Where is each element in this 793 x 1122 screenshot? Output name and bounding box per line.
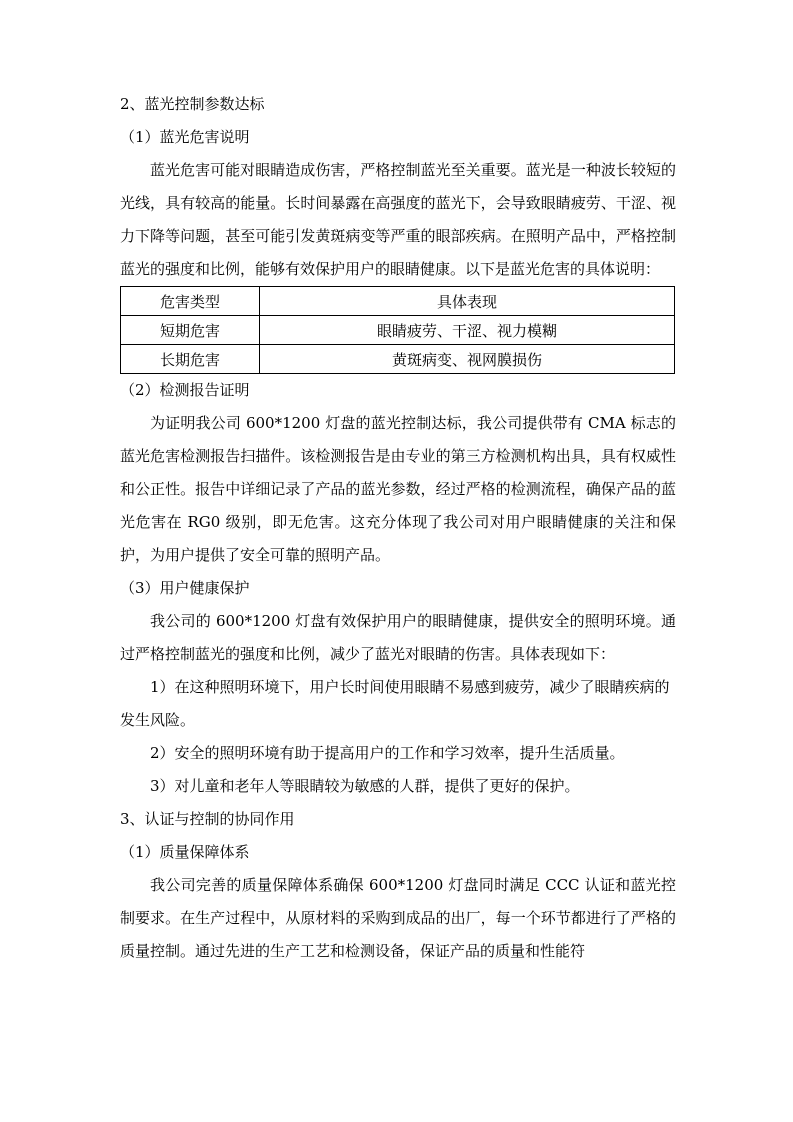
table-cell: 黄斑病变、视网膜损伤: [260, 345, 675, 374]
paragraph: 为证明我公司 600*1200 灯盘的蓝光控制达标，我公司提供带有 CMA 标志的蓝光危害检测报告扫描件。该检测报告是由专业的第三方检测机构出具，具有权威性和公正性。报告中详细记录了产品的蓝光参数，经过严格的检测流程，确保产品的蓝光危害在 RG0 级别，即无危害。这充分体现了我公司对用户眼睛健康的关注和保护，为用户提供了安全可靠的照明产品。: [120, 414, 676, 564]
section-heading: 3、认证与控制的协同作用: [120, 810, 295, 828]
table-header-row: [121, 287, 675, 316]
table-row: [121, 316, 675, 345]
list-item: 3）对儿童和老年人等眼睛较为敏感的人群，提供了更好的保护。: [150, 777, 580, 795]
subsection-title: （2）检测报告证明: [120, 381, 250, 399]
paragraph: 蓝光危害可能对眼睛造成伤害，严格控制蓝光至关重要。蓝光是一种波长较短的光线，具有较高的能量。长时间暴露在高强度的蓝光下，会导致眼睛疲劳、干涩、视力下降等问题，甚至可能引发黄斑病变等严重的眼部疾病。在照明产品中，严格控制蓝光的强度和比例，能够有效保护用户的眼睛健康。以下是蓝光危害的具体说明：: [120, 161, 676, 278]
subsection-title: （3）用户健康保护: [120, 579, 250, 597]
table-row: [121, 345, 675, 374]
list-item: 1）在这种照明环境下，用户长时间使用眼睛不易感到疲劳，减少了眼睛疾病的发生风险。: [120, 678, 670, 729]
hazard-table: [120, 286, 675, 374]
subsection-title: （1）蓝光危害说明: [120, 128, 250, 146]
paragraph: 我公司的 600*1200 灯盘有效保护用户的眼睛健康，提供安全的照明环境。通过严格控制蓝光的强度和比例，减少了蓝光对眼睛的伤害。具体表现如下：: [120, 612, 676, 663]
paragraph: 我公司完善的质量保障体系确保 600*1200 灯盘同时满足 CCC 认证和蓝光控制要求。在生产过程中，从原材料的采购到成品的出厂，每一个环节都进行了严格的质量控制。通过先进的生产工艺和检测设备，保证产品的质量和性能符: [120, 876, 676, 960]
list-item: 2）安全的照明环境有助于提高用户的工作和学习效率，提升生活质量。: [150, 744, 625, 762]
document-page: [120, 88, 676, 968]
table-header-cell: 具体表现: [260, 287, 675, 316]
table-cell: 眼睛疲劳、干涩、视力模糊: [260, 316, 675, 345]
table-cell: 长期危害: [121, 345, 260, 374]
subsection-title: （1）质量保障体系: [120, 843, 250, 861]
table-cell: 短期危害: [121, 316, 260, 345]
section-heading: 2、蓝光控制参数达标: [120, 95, 265, 113]
table-header-cell: 危害类型: [121, 287, 260, 316]
